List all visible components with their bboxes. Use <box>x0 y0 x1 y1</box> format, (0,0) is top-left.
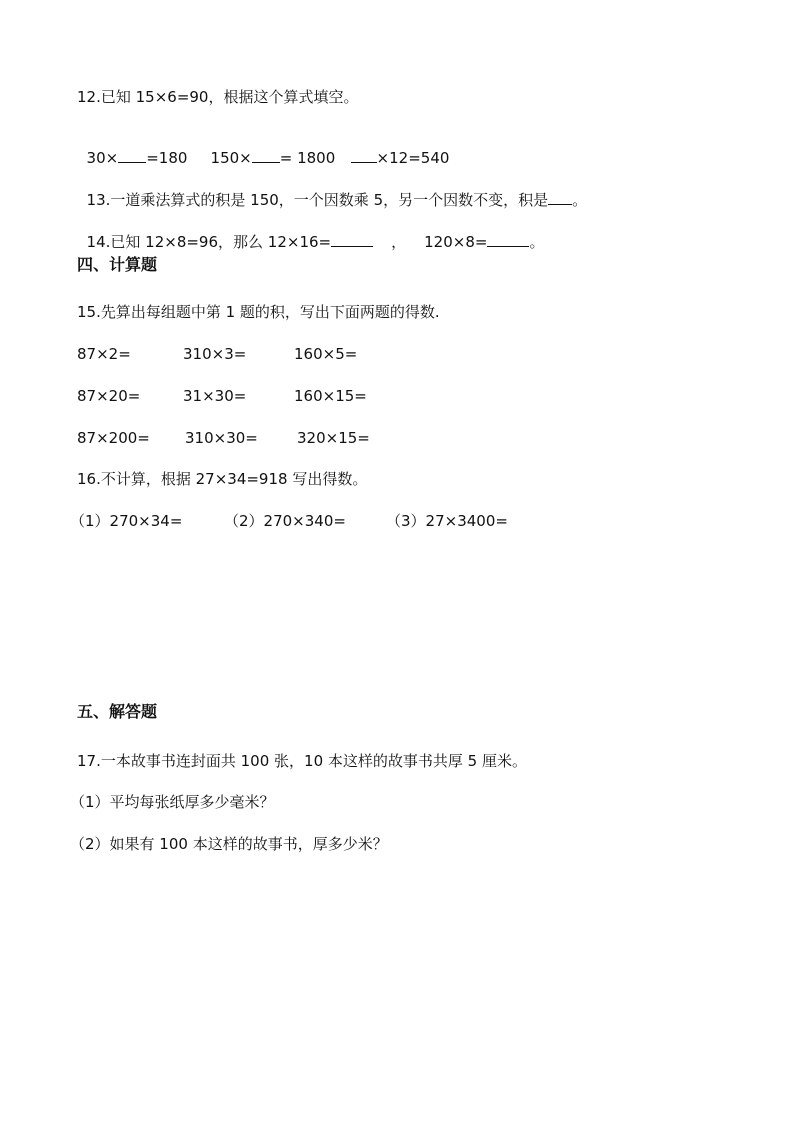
q15-row2-col1: 87×20= <box>77 387 141 405</box>
q15-row3-col2: 310×30= <box>185 429 258 447</box>
q16-item-1: （1）270×34= <box>70 512 183 530</box>
q12-item3-suffix: ×12=540 <box>376 149 450 167</box>
q15-row3-col1: 87×200= <box>77 429 150 447</box>
q16-item-3: （3）27×3400= <box>386 512 508 530</box>
question-14 <box>77 212 544 252</box>
q17-sub-2: （2）如果有 100 本这样的故事书，厚多少米？ <box>70 835 388 853</box>
answer-blank[interactable] <box>252 148 280 163</box>
answer-blank[interactable] <box>118 148 146 163</box>
q12-item1-prefix: 30× <box>86 149 119 167</box>
section-heading-5: 五、解答题 <box>77 702 158 721</box>
q14-text-c: 120×8= <box>424 233 488 251</box>
answer-blank[interactable] <box>351 148 377 163</box>
question-16-text: 16.不计算，根据 27×34=918 写出得数。 <box>77 470 368 488</box>
answer-blank[interactable] <box>487 232 529 247</box>
q17-sub-1: （1）平均每张纸厚多少毫米？ <box>70 793 275 811</box>
q12-item2-suffix: = 1800 <box>279 149 336 167</box>
q15-row2-col2: 31×30= <box>183 387 247 405</box>
question-15-text: 15.先算出每组题中第 1 题的积，写出下面两题的得数. <box>77 303 440 321</box>
question-17-text: 17.一本故事书连封面共 100 张，10 本这样的故事书共厚 5 厘米。 <box>77 752 527 770</box>
q13-end: 。 <box>572 191 588 209</box>
section-heading-4: 四、计算题 <box>77 255 158 274</box>
q12-item3 <box>341 128 449 168</box>
answer-blank[interactable] <box>331 232 373 247</box>
q13-text: 13.一道乘法算式的积是 150，一个因数乘 5，另一个因数不变，积是 <box>86 191 549 209</box>
q14-comma: ， <box>391 233 407 251</box>
q14-text-a: 14.已知 12×8=96，那么 12×16= <box>86 233 332 251</box>
q14-end: 。 <box>529 233 545 251</box>
q15-row2-col3: 160×15= <box>294 387 367 405</box>
question-12-items <box>77 128 187 168</box>
q12-item2 <box>201 128 335 168</box>
q15-row1-col1: 87×2= <box>77 345 131 363</box>
answer-blank[interactable] <box>548 190 572 205</box>
q12-item1-suffix: =180 <box>146 149 188 167</box>
q15-row3-col3: 320×15= <box>297 429 370 447</box>
q12-item2-prefix: 150× <box>210 149 252 167</box>
q16-item-2: （2）270×340= <box>224 512 346 530</box>
question-13 <box>77 170 587 210</box>
question-12-text: 12.已知 15×6=90，根据这个算式填空。 <box>77 88 359 106</box>
q15-row1-col2: 310×3= <box>183 345 247 363</box>
q15-row1-col3: 160×5= <box>294 345 358 363</box>
